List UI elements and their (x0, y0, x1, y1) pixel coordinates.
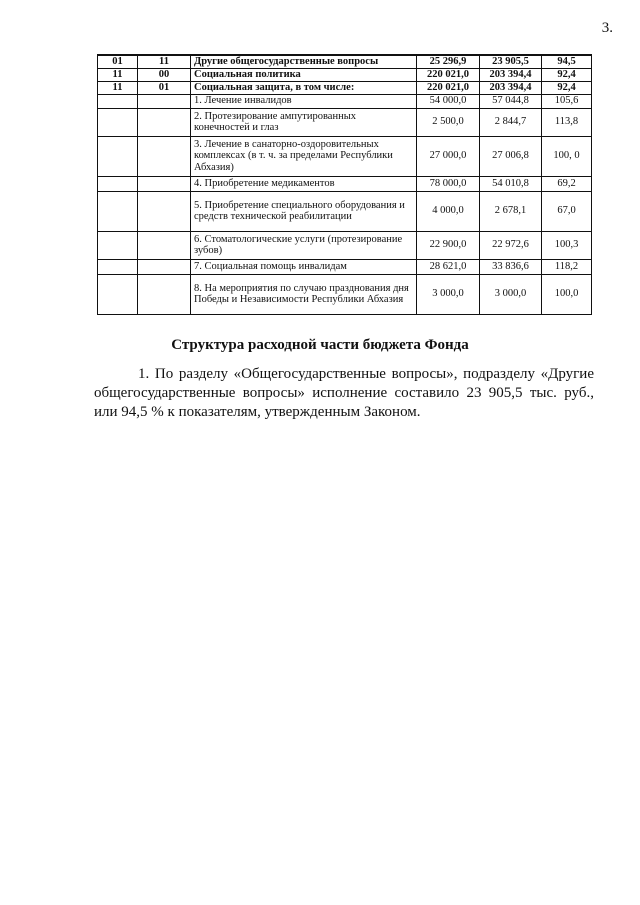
item-name: 2. Протезирование ампутированных конечностей и глаз (191, 108, 417, 136)
actual-value: 203 394,4 (480, 81, 542, 94)
table-row (98, 55, 592, 68)
percent-value: 67,0 (542, 191, 592, 231)
plan-value: 22 900,0 (417, 231, 480, 259)
item-name: 6. Стоматологические услуги (протезирование зубов) (191, 231, 417, 259)
percent-value: 92,4 (542, 68, 592, 81)
item-name: 4. Приобретение медикаментов (191, 176, 417, 191)
actual-value: 33 836,6 (480, 259, 542, 274)
table-row (98, 68, 592, 81)
table-row (98, 231, 592, 259)
table-row (98, 136, 592, 176)
plan-value: 3 000,0 (417, 274, 480, 314)
subsection-code: 11 (138, 55, 191, 68)
actual-value: 2 678,1 (480, 191, 542, 231)
actual-value: 23 905,5 (480, 55, 542, 68)
item-name: 3. Лечение в санаторно-оздоровительных комплексах (в т. ч. за пределами Республики Абхазия) (191, 136, 417, 176)
plan-value: 27 000,0 (417, 136, 480, 176)
plan-value: 220 021,0 (417, 68, 480, 81)
percent-value: 118,2 (542, 259, 592, 274)
table-row (98, 94, 592, 108)
item-name: Социальная защита, в том числе: (191, 81, 417, 94)
page-number: 3. (601, 20, 613, 36)
item-name: 7. Социальная помощь инвалидам (191, 259, 417, 274)
percent-value: 105,6 (542, 94, 592, 108)
body-paragraph: 1. По разделу «Общегосударственные вопросы», подразделу «Другие общегосударственные вопросы» исполнение составило 23 905,5 тыс. руб., или 94,5 % к показателям, утвержденным Законом. (94, 366, 594, 420)
percent-value: 94,5 (542, 55, 592, 68)
percent-value: 113,8 (542, 108, 592, 136)
item-name: 5. Приобретение специального оборудования и средств технической реабилитации (191, 191, 417, 231)
section-code: 11 (98, 81, 138, 94)
section-code: 11 (98, 68, 138, 81)
actual-value: 203 394,4 (480, 68, 542, 81)
percent-value: 100,3 (542, 231, 592, 259)
table-row (98, 108, 592, 136)
percent-value: 92,4 (542, 81, 592, 94)
actual-value: 57 044,8 (480, 94, 542, 108)
actual-value: 2 844,7 (480, 108, 542, 136)
plan-value: 78 000,0 (417, 176, 480, 191)
percent-value: 100,0 (542, 274, 592, 314)
table-row (98, 191, 592, 231)
percent-value: 100, 0 (542, 136, 592, 176)
percent-value: 69,2 (542, 176, 592, 191)
actual-value: 3 000,0 (480, 274, 542, 314)
section-title: Структура расходной части бюджета Фонда (171, 337, 469, 353)
plan-value: 28 621,0 (417, 259, 480, 274)
plan-value: 220 021,0 (417, 81, 480, 94)
table-row (98, 176, 592, 191)
table-row (98, 274, 592, 314)
actual-value: 27 006,8 (480, 136, 542, 176)
plan-value: 2 500,0 (417, 108, 480, 136)
budget-table (97, 54, 592, 315)
plan-value: 4 000,0 (417, 191, 480, 231)
section-code: 01 (98, 55, 138, 68)
subsection-code: 01 (138, 81, 191, 94)
item-name: 1. Лечение инвалидов (191, 94, 417, 108)
plan-value: 54 000,0 (417, 94, 480, 108)
item-name: Социальная политика (191, 68, 417, 81)
subsection-code: 00 (138, 68, 191, 81)
table-row (98, 259, 592, 274)
item-name: 8. На мероприятия по случаю празднования дня Победы и Независимости Республики Абхазия (191, 274, 417, 314)
plan-value: 25 296,9 (417, 55, 480, 68)
actual-value: 22 972,6 (480, 231, 542, 259)
actual-value: 54 010,8 (480, 176, 542, 191)
item-name: Другие общегосударственные вопросы (191, 55, 417, 68)
table-row (98, 81, 592, 94)
